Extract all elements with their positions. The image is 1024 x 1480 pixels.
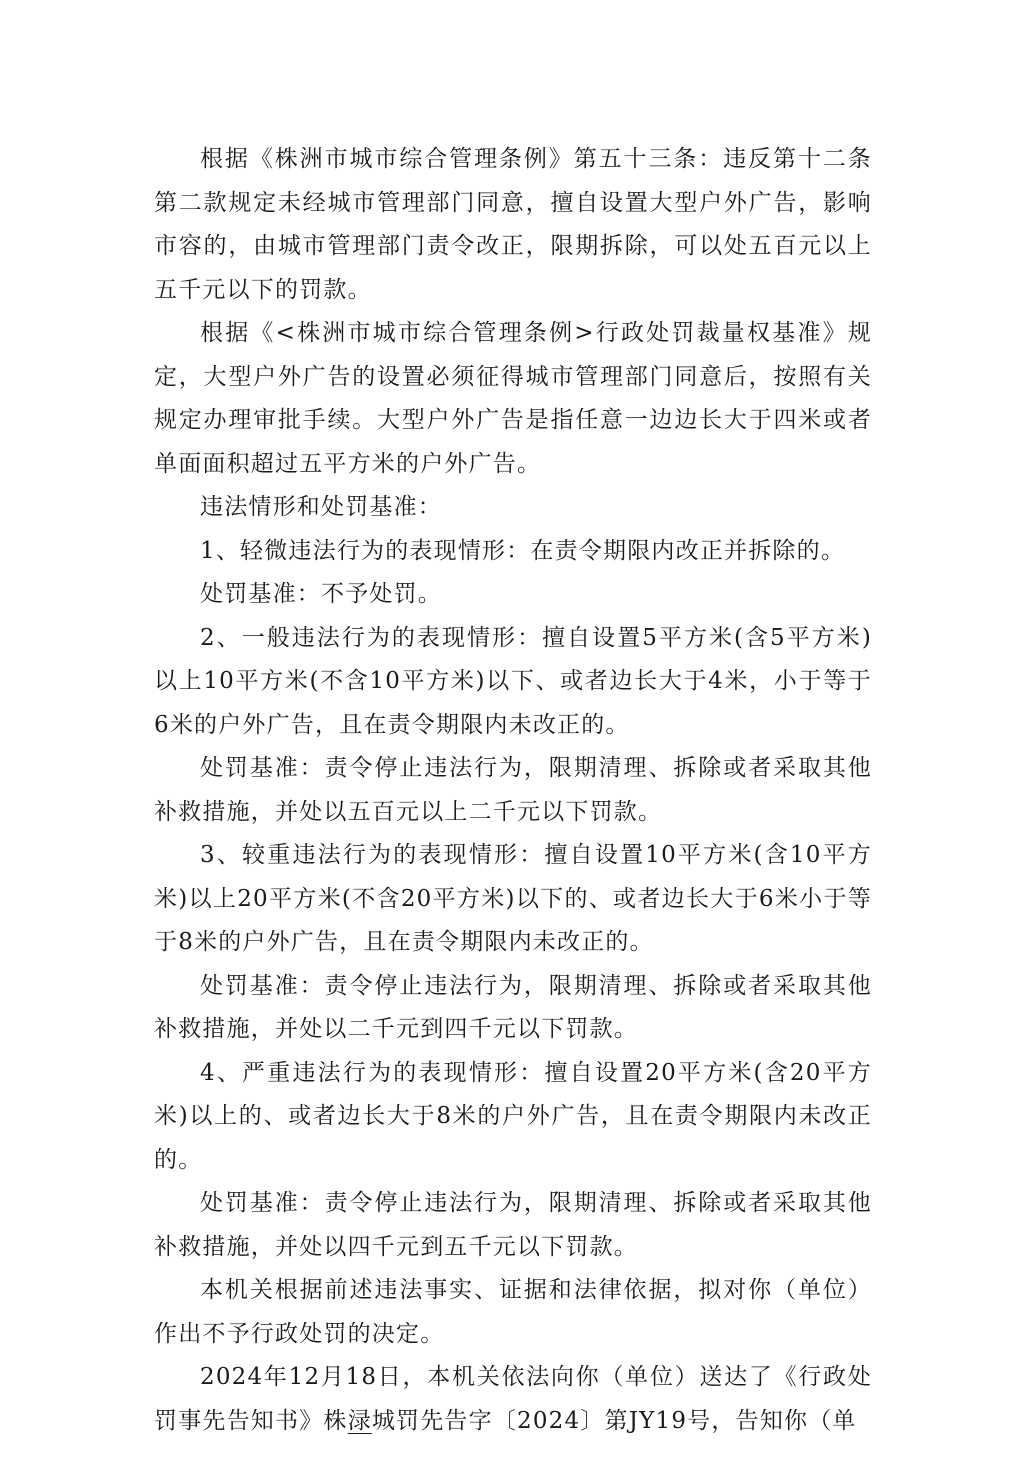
paragraph-notice-delivery	[154, 1356, 872, 1443]
paragraph-severe-penalty: 处罚基准：责令停止违法行为，限期清理、拆除或者采取其他补救措施，并处以四千元到五千元以下罚款。	[154, 1190, 872, 1260]
notice-text-after: 城罚先告字〔2024〕第JY19号，告知你（单	[371, 1407, 857, 1434]
paragraph-minor-violation: 1、轻微违法行为的表现情形：在责令期限内改正并拆除的。	[200, 537, 846, 564]
notice-underlined-char: 渌	[347, 1407, 372, 1434]
paragraph-severe-violation: 4、严重违法行为的表现情形：擅自设置20平方米(含20平方米)以上的、或者边长大于8米的户外广告，且在责令期限内未改正的。	[154, 1059, 872, 1173]
paragraph-general-penalty: 处罚基准：责令停止违法行为，限期清理、拆除或者采取其他补救措施，并处以五百元以上二千元以下罚款。	[154, 755, 872, 825]
paragraph-serious-penalty: 处罚基准：责令停止违法行为，限期清理、拆除或者采取其他补救措施，并处以二千元到四千元以下罚款。	[154, 972, 872, 1042]
paragraph-legal-basis-discretion: 根据《<株洲市城市综合管理条例>行政处罚裁量权基准》规定，大型户外广告的设置必须征得城市管理部门同意后，按照有关规定办理审批手续。大型户外广告是指任意一边边长大于四米或者单面面积超过五平方米的户外广告。	[154, 320, 872, 477]
paragraph-legal-basis-regulation: 根据《株洲市城市综合管理条例》第五十三条：违反第十二条第二款规定未经城市管理部门同意，擅自设置大型户外广告，影响市容的，由城市管理部门责令改正，限期拆除，可以处五百元以上五千元以下的罚款。	[154, 146, 872, 303]
paragraph-general-violation: 2、一般违法行为的表现情形：擅自设置5平方米(含5平方米)以上10平方米(不含10平方米)以下、或者边长大于4米，小于等于6米的户外广告，且在责令期限内未改正的。	[154, 624, 872, 738]
paragraph-violation-heading: 违法情形和处罚基准：	[200, 494, 442, 520]
paragraph-decision: 本机关根据前述违法事实、证据和法律依据，拟对你（单位）作出不予行政处罚的决定。	[154, 1277, 872, 1347]
paragraph-serious-violation: 3、较重违法行为的表现情形：擅自设置10平方米(含10平方米)以上20平方米(不含20平方米)以下的、或者边长大于6米小于等于8米的户外广告，且在责令期限内未改正的。	[154, 842, 872, 955]
document-body	[154, 138, 872, 1443]
paragraph-minor-penalty: 处罚基准：不予处罚。	[200, 581, 442, 607]
notice-text-before: 2024年12月18日，本机关依法向你（单位）送达了《行政处罚事先告知书》株	[154, 1364, 872, 1434]
